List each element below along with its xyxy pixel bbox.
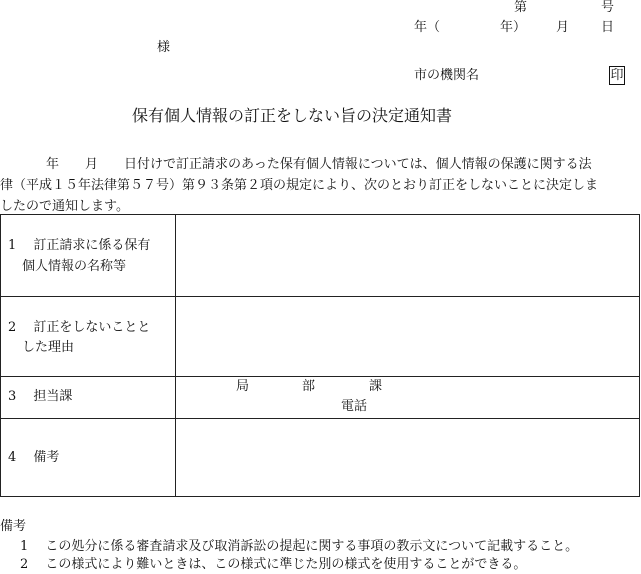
notes-item-2: 2 この様式により難いときは、この様式に準じた別の様式を使用することができる。 [20, 557, 527, 572]
date-year: 年（ [414, 20, 441, 35]
row-4-label: 4 備考 [8, 450, 60, 465]
table-rule-bottom [0, 496, 640, 497]
row-4-value [176, 419, 639, 496]
recipient-honorific: 様 [157, 40, 171, 55]
row-2-label-line-1: 2 訂正をしないことと [8, 320, 151, 335]
agency-name-label: 市の機関名 [414, 68, 480, 83]
table-rule-2 [0, 376, 640, 377]
row-2-value [176, 297, 639, 376]
date-month: 月 [556, 20, 570, 35]
row-1-label-line-1: 1 訂正請求に係る保有 [8, 238, 151, 253]
row-3-phone: 電話 [341, 399, 368, 414]
row-3-department: 部 [302, 379, 316, 394]
row-2-label-line-2: した理由 [22, 340, 75, 355]
body-line-1: 年 月 日付けで訂正請求のあった保有個人情報については、個人情報の保護に関する法 [46, 157, 592, 172]
seal-mark: 印 [610, 68, 624, 83]
date-day: 日 [601, 20, 615, 35]
notes-heading: 備考 [0, 519, 27, 534]
row-3-section: 課 [369, 379, 383, 394]
body-line-3: したので通知します。 [0, 199, 129, 214]
table-border-right [639, 214, 640, 497]
number-suffix: 号 [601, 0, 615, 15]
row-3-label: 3 担当課 [8, 389, 73, 404]
document-title: 保有個人情報の訂正をしない旨の決定通知書 [132, 106, 453, 125]
row-1-value [176, 215, 639, 296]
notes-item-1: 1 この処分に係る審査請求及び取消訴訟の提起に関する事項の教示文について記載すること。 [20, 539, 579, 554]
table-border-left [0, 214, 1, 497]
decision-table [0, 214, 640, 497]
date-year-era: 年） [500, 20, 527, 35]
number-prefix: 第 [514, 0, 528, 15]
row-3-bureau: 局 [236, 379, 250, 394]
row-1-label-line-2: 個人情報の名称等 [22, 259, 127, 274]
body-line-2: 律（平成１５年法律第５７号）第９３条第２項の規定により、次のとおり訂正をしないことに決定しま [0, 178, 599, 193]
